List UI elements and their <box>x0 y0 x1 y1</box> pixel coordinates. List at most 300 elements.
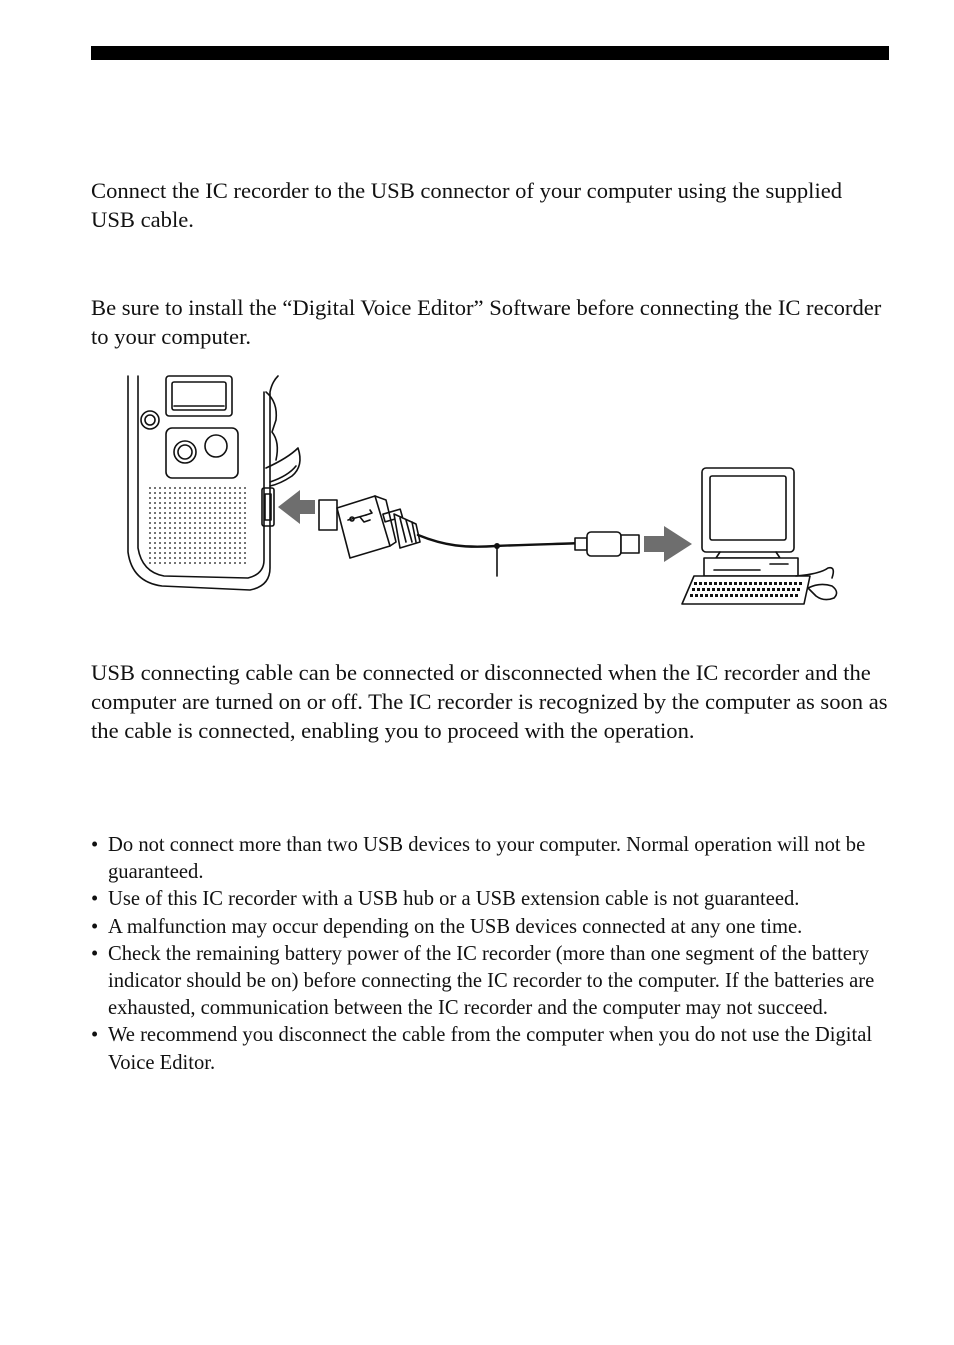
keyboard-key <box>779 582 782 585</box>
speaker-hole <box>169 522 171 524</box>
speaker-hole <box>189 557 191 559</box>
speaker-hole <box>244 512 246 514</box>
speaker-hole <box>214 502 216 504</box>
speaker-hole <box>244 502 246 504</box>
speaker-hole <box>164 507 166 509</box>
keyboard-key <box>790 594 793 597</box>
speaker-hole <box>189 527 191 529</box>
keyboard-key <box>710 594 713 597</box>
speaker-hole <box>234 537 236 539</box>
usb-plug-icon <box>319 496 420 558</box>
speaker-hole <box>149 557 151 559</box>
keyboard-key <box>754 582 757 585</box>
keyboard-key <box>720 594 723 597</box>
speaker-hole <box>229 537 231 539</box>
bullet: • <box>91 834 99 856</box>
speaker-hole <box>204 512 206 514</box>
speaker-hole <box>214 542 216 544</box>
speaker-hole <box>189 512 191 514</box>
speaker-hole <box>204 522 206 524</box>
speaker-hole <box>229 547 231 549</box>
speaker-hole <box>219 487 221 489</box>
speaker-hole <box>149 532 151 534</box>
speaker-hole <box>189 542 191 544</box>
speaker-hole <box>174 527 176 529</box>
keyboard-key <box>769 582 772 585</box>
speaker-hole <box>174 522 176 524</box>
speaker-hole <box>189 532 191 534</box>
speaker-hole <box>194 512 196 514</box>
arrow-right-icon <box>644 526 692 562</box>
speaker-hole <box>224 497 226 499</box>
speaker-hole <box>154 522 156 524</box>
speaker-hole <box>169 532 171 534</box>
speaker-hole <box>154 542 156 544</box>
speaker-hole <box>224 507 226 509</box>
speaker-hole <box>204 487 206 489</box>
speaker-hole <box>169 487 171 489</box>
speaker-hole <box>204 517 206 519</box>
speaker-hole <box>244 562 246 564</box>
speaker-hole <box>189 537 191 539</box>
keyboard-key <box>755 594 758 597</box>
speaker-hole <box>244 487 246 489</box>
speaker-hole <box>214 547 216 549</box>
speaker-hole <box>239 517 241 519</box>
speaker-hole <box>214 492 216 494</box>
speaker-hole <box>174 512 176 514</box>
speaker-hole <box>209 542 211 544</box>
speaker-hole <box>204 492 206 494</box>
speaker-hole <box>234 492 236 494</box>
speaker-hole <box>174 502 176 504</box>
keyboard-key <box>744 582 747 585</box>
speaker-hole <box>204 497 206 499</box>
speaker-hole <box>229 532 231 534</box>
speaker-hole <box>209 522 211 524</box>
speaker-hole <box>209 487 211 489</box>
speaker-hole <box>164 522 166 524</box>
speaker-hole <box>184 502 186 504</box>
speaker-hole <box>179 562 181 564</box>
note-text: A malfunction may occur depending on the USB devices connected at any one time. <box>108 915 803 938</box>
speaker-hole <box>154 492 156 494</box>
speaker-hole <box>244 532 246 534</box>
keyboard-key <box>729 582 732 585</box>
speaker-hole <box>199 542 201 544</box>
speaker-hole <box>204 542 206 544</box>
note-item <box>91 1022 891 1076</box>
speaker-hole <box>224 487 226 489</box>
speaker-hole <box>224 522 226 524</box>
keyboard-key <box>692 588 695 591</box>
usb-plug-computer-icon <box>575 532 639 556</box>
speaker-hole <box>219 502 221 504</box>
speaker-hole <box>224 557 226 559</box>
speaker-hole <box>219 507 221 509</box>
speaker-hole <box>229 507 231 509</box>
speaker-hole <box>179 542 181 544</box>
speaker-hole <box>204 547 206 549</box>
speaker-hole <box>164 557 166 559</box>
speaker-hole <box>244 517 246 519</box>
speaker-hole <box>229 512 231 514</box>
keyboard-key <box>799 582 802 585</box>
speaker-hole <box>179 537 181 539</box>
speaker-hole <box>169 502 171 504</box>
speaker-hole <box>149 492 151 494</box>
speaker-hole <box>174 497 176 499</box>
keyboard-key <box>730 594 733 597</box>
speaker-hole <box>184 527 186 529</box>
speaker-hole <box>214 507 216 509</box>
bullet: • <box>91 942 99 965</box>
speaker-hole <box>189 522 191 524</box>
speaker-hole <box>179 532 181 534</box>
speaker-hole <box>219 532 221 534</box>
bullet: • <box>91 915 99 938</box>
speaker-hole <box>219 557 221 559</box>
speaker-hole <box>159 562 161 564</box>
speaker-hole <box>159 497 161 499</box>
speaker-hole <box>184 552 186 554</box>
keyboard-key <box>717 588 720 591</box>
speaker-hole <box>204 557 206 559</box>
note-item <box>91 886 891 913</box>
speaker-hole <box>194 517 196 519</box>
speaker-hole <box>214 557 216 559</box>
keyboard-key <box>694 582 697 585</box>
keyboard-key <box>740 594 743 597</box>
keyboard-key <box>702 588 705 591</box>
speaker-hole <box>149 502 151 504</box>
speaker-hole <box>199 532 201 534</box>
install-note-paragraph: Be sure to install the “Digital Voice Editor” Software before connecting the IC recorder to your computer. <box>91 295 882 349</box>
speaker-hole <box>239 562 241 564</box>
speaker-hole <box>159 512 161 514</box>
keyboard-key <box>785 594 788 597</box>
keyboard-key <box>750 594 753 597</box>
speaker-hole <box>224 562 226 564</box>
speaker-hole <box>239 492 241 494</box>
speaker-hole <box>189 552 191 554</box>
speaker-hole <box>199 502 201 504</box>
speaker-hole <box>179 517 181 519</box>
speaker-hole <box>234 557 236 559</box>
keyboard-key <box>762 588 765 591</box>
speaker-hole <box>179 512 181 514</box>
speaker-hole <box>149 512 151 514</box>
speaker-hole <box>219 537 221 539</box>
speaker-hole <box>169 517 171 519</box>
speaker-hole <box>239 537 241 539</box>
usb-connection-illustration <box>120 372 860 617</box>
speaker-hole <box>234 517 236 519</box>
keyboard-key <box>699 582 702 585</box>
keyboard-key <box>770 594 773 597</box>
speaker-hole <box>199 492 201 494</box>
keyboard-key <box>690 594 693 597</box>
speaker-hole <box>164 492 166 494</box>
speaker-hole <box>204 507 206 509</box>
speaker-hole <box>154 532 156 534</box>
speaker-hole <box>219 492 221 494</box>
speaker-hole <box>199 557 201 559</box>
bullet: • <box>91 1024 99 1047</box>
speaker-hole <box>174 537 176 539</box>
speaker-hole <box>164 527 166 529</box>
speaker-hole <box>214 497 216 499</box>
keyboard-key <box>787 588 790 591</box>
speaker-hole <box>239 512 241 514</box>
speaker-hole <box>204 537 206 539</box>
speaker-hole <box>229 552 231 554</box>
speaker-hole <box>239 542 241 544</box>
speaker-hole <box>209 562 211 564</box>
speaker-hole <box>234 502 236 504</box>
intro-paragraph: Connect the IC recorder to the USB connector of your computer using the supplied USB cable. <box>91 178 843 232</box>
keyboard-key <box>715 594 718 597</box>
speaker-hole <box>179 507 181 509</box>
speaker-hole <box>214 487 216 489</box>
speaker-hole <box>209 502 211 504</box>
speaker-hole <box>194 542 196 544</box>
note-text: Use of this IC recorder with a USB hub or a USB extension cable is not guaranteed. <box>108 888 800 911</box>
speaker-hole <box>164 502 166 504</box>
speaker-hole <box>149 562 151 564</box>
speaker-hole <box>194 532 196 534</box>
speaker-hole <box>214 537 216 539</box>
speaker-hole <box>154 487 156 489</box>
speaker-hole <box>194 502 196 504</box>
speaker-hole <box>214 527 216 529</box>
speaker-hole <box>149 547 151 549</box>
keyboard-key <box>725 594 728 597</box>
speaker-hole <box>184 532 186 534</box>
speaker-hole <box>159 487 161 489</box>
speaker-hole <box>179 547 181 549</box>
speaker-hole <box>224 527 226 529</box>
speaker-hole <box>164 517 166 519</box>
speaker-hole <box>209 537 211 539</box>
keyboard-key <box>745 594 748 597</box>
speaker-hole <box>194 557 196 559</box>
speaker-hole <box>199 552 201 554</box>
speaker-hole <box>209 552 211 554</box>
speaker-hole <box>234 497 236 499</box>
keyboard-key <box>780 594 783 597</box>
speaker-hole <box>244 547 246 549</box>
speaker-hole <box>209 547 211 549</box>
speaker-hole <box>154 502 156 504</box>
speaker-hole <box>234 507 236 509</box>
keyboard-key <box>792 588 795 591</box>
speaker-hole <box>219 522 221 524</box>
speaker-hole <box>194 547 196 549</box>
speaker-hole <box>224 542 226 544</box>
note-text: We recommend you disconnect the cable from the computer when you do not use the Digital Voice Editor. <box>108 1024 873 1074</box>
speaker-hole <box>229 487 231 489</box>
speaker-hole <box>209 517 211 519</box>
speaker-hole <box>159 522 161 524</box>
speaker-hole <box>199 517 201 519</box>
keyboard-key <box>705 594 708 597</box>
speaker-hole <box>219 552 221 554</box>
speaker-hole <box>199 522 201 524</box>
speaker-hole <box>239 557 241 559</box>
speaker-hole <box>239 497 241 499</box>
keyboard-key <box>782 588 785 591</box>
speaker-hole <box>239 532 241 534</box>
speaker-hole <box>149 542 151 544</box>
speaker-hole <box>209 512 211 514</box>
speaker-hole <box>159 532 161 534</box>
speaker-hole <box>184 537 186 539</box>
speaker-hole <box>174 547 176 549</box>
speaker-hole <box>154 507 156 509</box>
speaker-hole <box>229 517 231 519</box>
keyboard-key <box>724 582 727 585</box>
keyboard-key <box>757 588 760 591</box>
keyboard-key <box>747 588 750 591</box>
speaker-hole <box>219 517 221 519</box>
speaker-hole <box>149 537 151 539</box>
keyboard-key <box>700 594 703 597</box>
speaker-hole <box>244 507 246 509</box>
speaker-hole <box>239 507 241 509</box>
speaker-hole <box>219 497 221 499</box>
speaker-hole <box>229 522 231 524</box>
speaker-hole <box>229 562 231 564</box>
note-text: Check the remaining battery power of the IC recorder (more than one segment of the battery indicator should be on) before connecting the IC recorder to the computer. If the batteries are exhausted, communication between the IC recorder and the computer may not succeed. <box>108 942 875 1020</box>
speaker-hole <box>149 517 151 519</box>
speaker-hole <box>194 487 196 489</box>
speaker-hole <box>174 517 176 519</box>
speaker-hole <box>244 492 246 494</box>
speaker-hole <box>169 512 171 514</box>
speaker-hole <box>184 557 186 559</box>
speaker-hole <box>204 502 206 504</box>
speaker-hole <box>224 517 226 519</box>
speaker-hole <box>169 562 171 564</box>
keyboard-key <box>759 582 762 585</box>
keyboard-key <box>775 594 778 597</box>
speaker-hole <box>194 497 196 499</box>
speaker-hole <box>214 562 216 564</box>
speaker-hole <box>199 512 201 514</box>
speaker-hole <box>194 507 196 509</box>
speaker-hole <box>159 542 161 544</box>
speaker-hole <box>179 552 181 554</box>
speaker-hole <box>209 497 211 499</box>
keyboard-key <box>797 588 800 591</box>
speaker-hole <box>179 497 181 499</box>
speaker-hole <box>184 507 186 509</box>
speaker-hole <box>159 547 161 549</box>
speaker-hole <box>234 527 236 529</box>
speaker-hole <box>154 547 156 549</box>
speaker-hole <box>224 537 226 539</box>
speaker-hole <box>229 497 231 499</box>
speaker-hole <box>154 517 156 519</box>
speaker-hole <box>169 547 171 549</box>
speaker-hole <box>164 552 166 554</box>
keyboard-key <box>749 582 752 585</box>
connection-paragraph: USB connecting cable can be connected or disconnected when the IC recorder and the computer are turned on or off. The IC recorder is recognized by the computer as soon as the cable is connected, enabling you to proceed with the operation. <box>91 660 888 743</box>
speaker-hole <box>189 517 191 519</box>
speaker-hole <box>154 512 156 514</box>
speaker-hole <box>234 547 236 549</box>
keyboard-key <box>735 594 738 597</box>
speaker-hole <box>219 542 221 544</box>
speaker-hole <box>209 492 211 494</box>
speaker-hole <box>214 532 216 534</box>
speaker-hole <box>154 562 156 564</box>
speaker-hole <box>209 507 211 509</box>
speaker-hole <box>204 532 206 534</box>
speaker-hole <box>159 527 161 529</box>
speaker-hole <box>164 487 166 489</box>
speaker-hole <box>244 542 246 544</box>
speaker-hole <box>184 497 186 499</box>
speaker-hole <box>189 562 191 564</box>
bullet: • <box>91 888 99 911</box>
keyboard-key <box>732 588 735 591</box>
speaker-hole <box>189 497 191 499</box>
speaker-hole <box>184 487 186 489</box>
speaker-hole <box>239 547 241 549</box>
speaker-hole <box>199 487 201 489</box>
speaker-hole <box>179 522 181 524</box>
speaker-hole <box>189 507 191 509</box>
speaker-hole <box>194 562 196 564</box>
speaker-hole <box>164 542 166 544</box>
speaker-hole <box>219 562 221 564</box>
speaker-hole <box>214 552 216 554</box>
speaker-hole <box>174 492 176 494</box>
speaker-hole <box>209 532 211 534</box>
speaker-hole <box>224 547 226 549</box>
note-item <box>91 941 891 1023</box>
speaker-hole <box>164 497 166 499</box>
keyboard-key <box>734 582 737 585</box>
keyboard-key <box>767 588 770 591</box>
speaker-hole <box>244 522 246 524</box>
keyboard-key <box>774 582 777 585</box>
speaker-hole <box>224 512 226 514</box>
speaker-hole <box>149 507 151 509</box>
keyboard-key <box>707 588 710 591</box>
speaker-hole <box>194 522 196 524</box>
notes-list <box>91 832 891 1077</box>
speaker-hole <box>214 517 216 519</box>
speaker-hole <box>229 492 231 494</box>
speaker-hole <box>169 552 171 554</box>
speaker-hole <box>224 552 226 554</box>
speaker-hole <box>159 552 161 554</box>
speaker-hole <box>244 527 246 529</box>
speaker-hole <box>239 487 241 489</box>
speaker-hole <box>184 512 186 514</box>
speaker-hole <box>209 557 211 559</box>
speaker-hole <box>159 537 161 539</box>
speaker-hole <box>179 492 181 494</box>
speaker-hole <box>184 562 186 564</box>
speaker-hole <box>174 557 176 559</box>
top-rule <box>91 46 889 60</box>
speaker-hole <box>159 557 161 559</box>
speaker-hole <box>164 537 166 539</box>
